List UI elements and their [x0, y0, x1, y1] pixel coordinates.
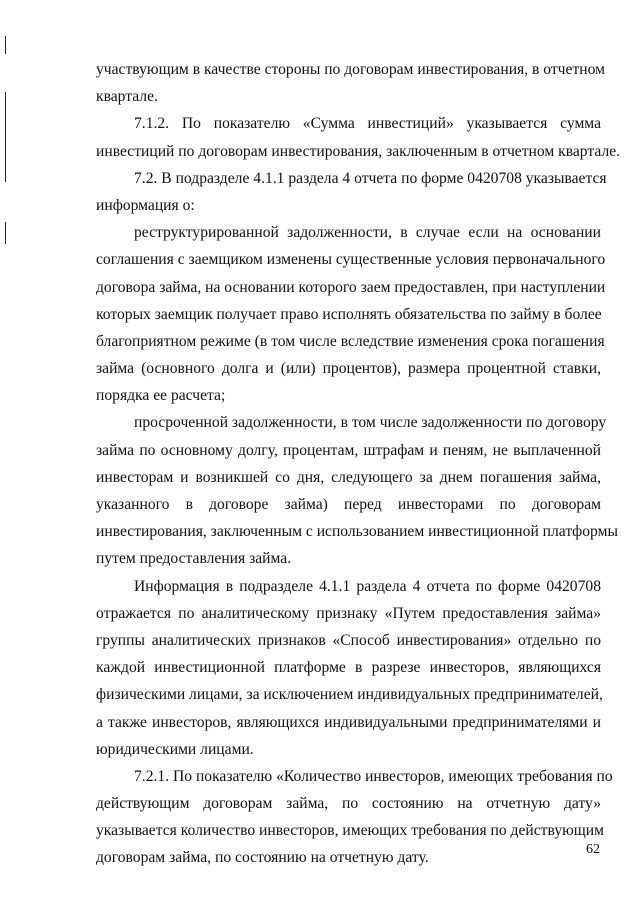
text-line: инвесторам и возникшей со дня, следующего за днем погашения займа,: [96, 468, 601, 486]
text-line: 7.2. В подразделе 4.1.1 раздела 4 отчета по форме 0420708 указывается: [134, 169, 607, 187]
text-line: займа (основного долга и (или) процентов), размера процентной ставки,: [96, 360, 601, 378]
margin-mark: [5, 36, 6, 54]
text-line: инвестиций по договорам инвестирования, заключенным в отчетном квартале.: [96, 142, 621, 160]
text-line: каждой инвестиционной платформе в разрезе инвесторов, являющихся: [96, 659, 601, 677]
text-line: путем предоставления займа.: [96, 550, 292, 568]
text-line: Информация в подразделе 4.1.1 раздела 4 отчета по форме 0420708: [134, 577, 601, 595]
text-line: благоприятном режиме (в том числе вследствие изменения срока погашения: [96, 332, 605, 350]
text-line: соглашения с заемщиком изменены существенные условия первоначального: [96, 251, 606, 269]
text-line: 7.2.1. По показателю «Количество инвесторов, имеющих требования по: [134, 767, 613, 785]
document-body: [96, 56, 621, 872]
text-line: просроченной задолженности, в том числе задолженности по договору: [134, 414, 607, 432]
text-line: договора займа, на основании которого заем предоставлен, при наступлении: [96, 278, 606, 296]
text-line: займа по основному долгу, процентам, штрафам и пеням, не выплаченной: [96, 441, 601, 459]
text-line: договорам займа, по состоянию на отчетную дату.: [96, 849, 429, 867]
text-line: указанного в договоре займа) перед инвесторами по договорам: [96, 496, 601, 513]
text-line: отражается по аналитическому признаку «Путем предоставления займа»: [96, 604, 601, 622]
text-line: которых заемщик получает право исполнять обязательства по займу в более: [96, 305, 602, 323]
text-line: а также инвесторов, являющихся индивидуальными предпринимателями и: [96, 713, 601, 731]
margin-mark: [5, 222, 6, 244]
text-line: информация о:: [96, 196, 195, 214]
text-line: реструктурированной задолженности, в случае если на основании: [134, 224, 601, 242]
text-line: 7.1.2. По показателю «Сумма инвестиций» указывается сумма: [134, 115, 601, 133]
text-line: действующим договорам займа, по состоянию на отчетную дату»: [96, 795, 601, 813]
text-line: юридическими лицами.: [96, 740, 254, 758]
margin-mark: [5, 92, 6, 182]
page-number: 62: [586, 842, 600, 857]
text-line: группы аналитических признаков «Способ инвестирования» отдельно по: [96, 631, 601, 649]
text-line: квартале.: [96, 88, 158, 106]
text-line: инвестирования, заключенным с использованием инвестиционной платформы: [96, 523, 618, 541]
text-line: физическими лицами, за исключением индивидуальных предпринимателей,: [96, 686, 603, 704]
text-line: указывается количество инвесторов, имеющих требования по действующим: [96, 822, 604, 840]
text-line: порядка ее расчета;: [96, 387, 226, 405]
text-line: участвующим в качестве стороны по договорам инвестирования, в отчетном: [96, 61, 605, 78]
